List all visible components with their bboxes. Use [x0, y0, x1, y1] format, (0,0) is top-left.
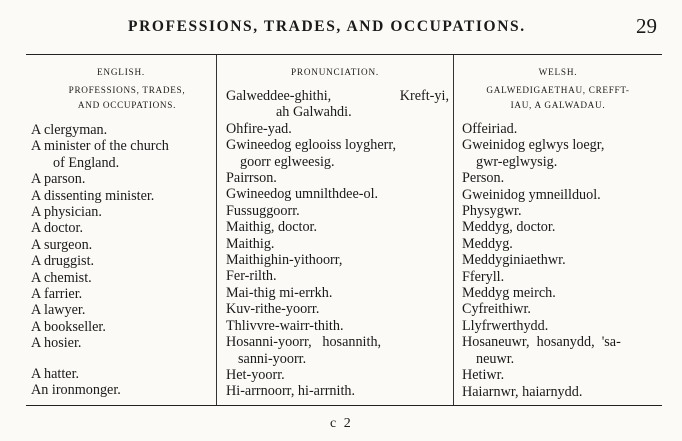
pronunciation-entry: Maithighin-yithoorr, [226, 252, 343, 269]
welsh-entry: Gweinidog ymneillduol. [462, 186, 601, 203]
welsh-entry: Gweinidog eglwys loegr, [462, 137, 605, 154]
signature-mark: c 2 [330, 416, 353, 431]
welsh-entries [454, 121, 662, 400]
page-number: 29 [636, 14, 657, 38]
pronunciation-word: Kreft-yi, [399, 88, 449, 104]
pronunciation-entry: Het-yoorr. [226, 366, 285, 383]
welsh-entry: Meddyg, doctor. [462, 219, 556, 236]
running-head [0, 14, 682, 40]
pronunciation-entry-continuation: goorr eglweesig. [240, 153, 335, 170]
pronunciation-entry-continuation: sanni-yoorr. [238, 350, 307, 367]
pronunciation-entries [217, 88, 453, 400]
welsh-entry-continuation: gwr-eglwysig. [476, 153, 558, 170]
welsh-entry: Offeiriad. [462, 121, 518, 137]
vocabulary-table [26, 54, 662, 406]
english-subheading-line: AND OCCUPATIONS. [77, 100, 177, 110]
welsh-column [453, 55, 662, 405]
pronunciation-entry: Mai-thig mi-errkh. [226, 284, 333, 301]
english-column [26, 55, 216, 405]
pronunciation-entry: Fussuggoorr. [226, 202, 300, 219]
page-title: PROFESSIONS, TRADES, AND OCCUPATIONS. [128, 18, 526, 35]
english-entry: A chemist. [31, 269, 92, 286]
welsh-entry: Cyfreithiwr. [462, 301, 531, 318]
pronunciation-entry: Hosanni-yoorr, hosannith, [226, 334, 382, 351]
english-entry: A farrier. [31, 286, 83, 303]
pronunciation-entry: Maithig, doctor. [226, 219, 318, 236]
english-subheading-line: PROFESSIONS, TRADES, [68, 85, 186, 95]
pronunciation-entry: Kuv-rithe-yoorr. [226, 301, 320, 318]
welsh-subheading [454, 83, 662, 115]
english-entry: A clergyman. [31, 122, 108, 138]
pronunciation-entry: Gwineedog umnilthdee-ol. [226, 186, 379, 203]
english-entry: A lawyer. [31, 302, 86, 319]
welsh-entry: Haiarnwr, haiarnydd. [462, 383, 583, 400]
pronunciation-entry: Maithig. [226, 235, 275, 252]
welsh-entry-continuation: neuwr. [476, 350, 515, 367]
pronunciation-entry: Thlivvre-wairr-thith. [226, 317, 344, 334]
pronunciation-heading-entry [226, 88, 449, 104]
english-entry: An ironmonger. [31, 382, 121, 399]
welsh-entry: Llyfrwerthydd. [462, 317, 549, 334]
english-entry: A druggist. [31, 253, 95, 270]
welsh-subheading-line: IAU, A GALWADAU. [510, 100, 606, 110]
welsh-entry: Person. [462, 170, 505, 187]
pronunciation-entry: Fer-rilth. [226, 268, 277, 285]
english-entry: A parson. [31, 171, 86, 188]
english-entry: A surgeon. [31, 236, 93, 253]
english-entry: A doctor. [31, 220, 84, 237]
english-entry: A hatter. [31, 365, 80, 382]
pronunciation-entry: Pairrson. [226, 170, 277, 187]
pronunciation-entry: Hi-arrnoorr, hi-arrnith. [226, 383, 356, 400]
welsh-entry: Physygwr. [462, 203, 522, 220]
pronunciation-column [216, 55, 453, 405]
pronunciation-heading-entry-continuation: ah Galwahdi. [276, 104, 352, 121]
english-entry: A dissenting minister. [31, 187, 155, 204]
english-heading: ENGLISH. [97, 67, 145, 77]
english-entry-continuation: of England. [53, 154, 120, 171]
welsh-entry: Fferyll. [462, 268, 505, 285]
english-entry: A minister of the church [31, 138, 169, 155]
english-entry: A bookseller. [31, 318, 106, 335]
pronunciation-entry: Ohfire-yad. [226, 120, 292, 137]
pronunciation-word: Galweddee-ghithi, [226, 88, 332, 104]
welsh-entry: Meddyginiaethwr. [462, 252, 566, 269]
pronunciation-heading: PRONUNCIATION. [290, 67, 380, 77]
english-entry: A hosier. [31, 335, 82, 352]
welsh-entry: Hetiwr. [462, 367, 505, 384]
welsh-entry: Meddyg. [462, 235, 513, 252]
welsh-entry: Hosaneuwr, hosanydd, 'sa- [462, 334, 621, 351]
welsh-heading: WELSH. [538, 67, 578, 77]
english-entry: A physician. [31, 204, 102, 221]
english-entries [26, 122, 216, 399]
pronunciation-entry: Gwineedog eglooiss loygherr, [226, 137, 397, 154]
welsh-subheading-line: GALWEDIGAETHAU, CREFFT- [486, 85, 630, 95]
welsh-entry: Meddyg meirch. [462, 285, 556, 302]
